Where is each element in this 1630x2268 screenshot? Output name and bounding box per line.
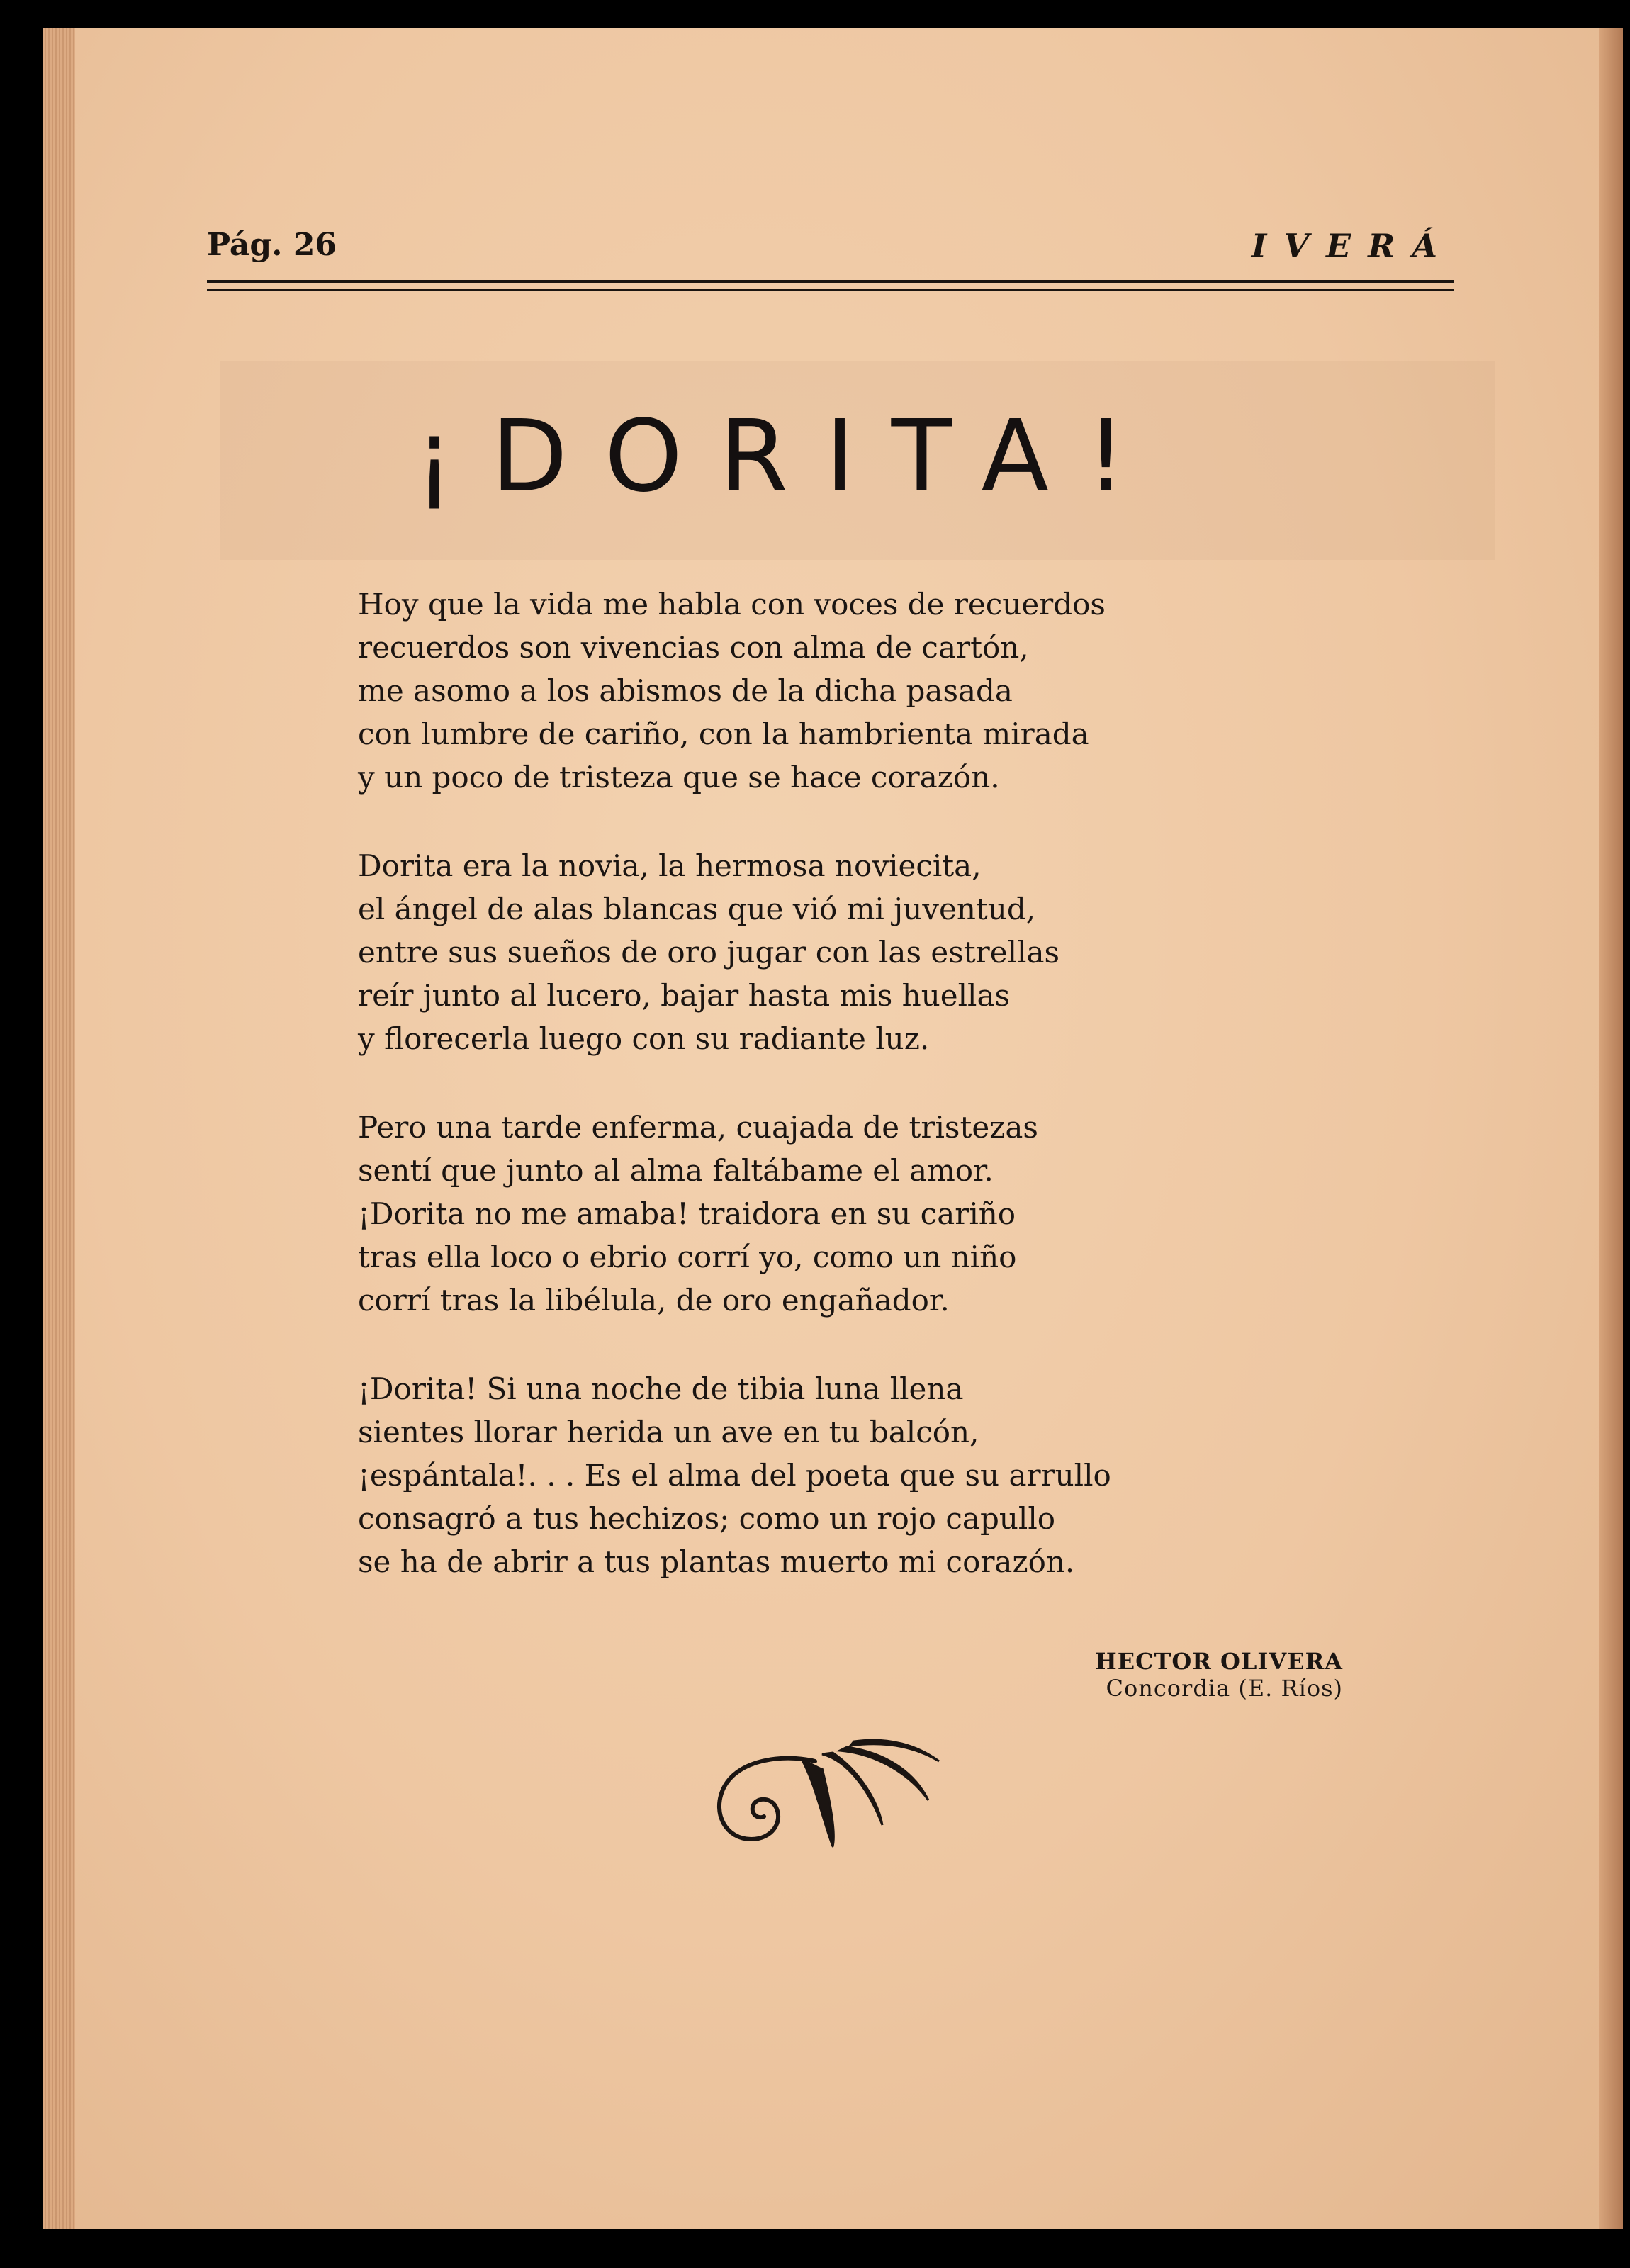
author-place: Concordia (E. Ríos)	[1106, 1675, 1343, 1702]
poem-line: me asomo a los abismos de la dicha pasada	[358, 673, 1013, 708]
stanza	[358, 583, 1386, 799]
poem-line: sientes llorar herida un ave en tu balcón,	[358, 1415, 979, 1449]
poem-line: entre sus sueños de oro jugar con las estrellas	[358, 935, 1060, 970]
poem-line: reír junto al lucero, bajar hasta mis huellas	[358, 978, 1011, 1013]
poem-line: con lumbre de cariño, con la hambrienta mirada	[358, 717, 1089, 751]
journal-name: IVERÁ	[1251, 227, 1454, 265]
poem-line: Dorita era la novia, la hermosa noviecita,	[358, 848, 982, 883]
page-header	[207, 227, 1454, 269]
author-name: HECTOR OLIVERA	[1095, 1648, 1343, 1675]
poem-signature	[1096, 1648, 1344, 1702]
header-rule-thin	[207, 289, 1454, 291]
poem-line: corrí tras la libélula, de oro engañador.	[358, 1283, 950, 1318]
poem-line: el ángel de alas blancas que vió mi juventud,	[358, 892, 1036, 926]
header-rule	[207, 280, 1454, 284]
poem-line: tras ella loco o ebrio corrí yo, como un niño	[358, 1240, 1017, 1274]
poem-line: sentí que junto al alma faltábame el amor.	[358, 1153, 994, 1188]
poem-line: ¡Dorita no me amaba! traidora en su cariño	[358, 1196, 1016, 1231]
poem-line: consagró a tus hechizos; como un rojo capullo	[358, 1501, 1056, 1536]
poem-title: ¡DORITA!	[415, 399, 1163, 515]
stanza	[358, 844, 1386, 1060]
poem-line: recuerdos son vivencias con alma de cartón,	[358, 630, 1029, 665]
flourish-ornament-icon	[709, 1733, 950, 1860]
stanza	[358, 1106, 1386, 1322]
poem-line: Hoy que la vida me habla con voces de recuerdos	[358, 587, 1106, 622]
poem-line: ¡espántala!. . . Es el alma del poeta que su arrullo	[358, 1458, 1111, 1493]
right-page-edge	[1599, 28, 1623, 2229]
poem-line: ¡Dorita! Si una noche de tibia luna llena	[358, 1371, 964, 1406]
page-number: Pág. 26	[207, 227, 337, 263]
poem-line: y florecerla luego con su radiante luz.	[358, 1021, 930, 1056]
page-edges	[43, 28, 75, 2229]
stanza	[358, 1367, 1386, 1583]
poem-body	[358, 583, 1386, 1629]
poem-line: y un poco de tristeza que se hace corazón.	[358, 760, 1000, 795]
poem-line: Pero una tarde enferma, cuajada de tristezas	[358, 1110, 1038, 1145]
poem-line: se ha de abrir a tus plantas muerto mi corazón.	[358, 1544, 1075, 1579]
